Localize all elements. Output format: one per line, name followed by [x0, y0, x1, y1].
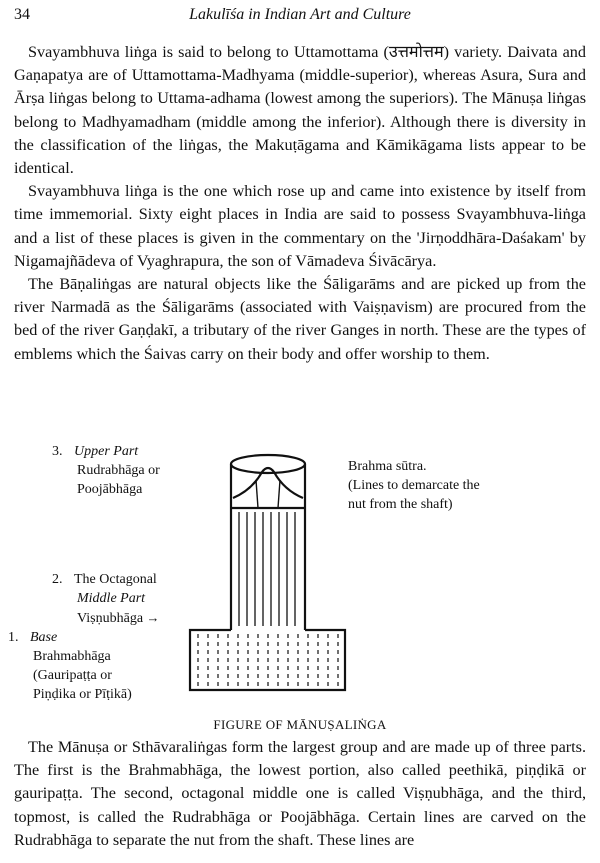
paragraph: The Bāṇaliṅgas are natural objects like the Śāligarāms and are picked up from the river Narmadā as the Śāligarāms (associated with Vaiṣṇavism) are procured from the bed of the river Gaṇḍakī, a tributary of the river Ganges in north. These are the types of emblems which the Śaivas carry on their body and offer worship to them.	[14, 275, 586, 363]
body-text-bottom	[14, 736, 586, 852]
label-upper-part: 3. Upper Part Rudrabhāga or Poojābhāga	[52, 444, 160, 497]
paragraph: The Mānuṣa or Sthāvaraliṅgas form the largest group and are made up of three parts. The first is the Brahmabhāga, the lowest portion, also called peethikā, piṇḍikā or gauripaṭṭa. The second, octagonal middle one is called Viṣṇubhāga, and the third, topmost, is called the Rudrabhāga or Poojābhāga. Certain lines are carved on the Rudrabhāga to separate the nut from the shaft. These lines are	[14, 738, 586, 849]
label-base: 1. Base Brahmabhāga (Gauripaṭṭa or Piṇḍika or Pīṭikā)	[8, 630, 132, 702]
page-number: 34	[14, 6, 30, 23]
label-brahma-sutra: Brahma sūtra. (Lines to demarcate the nut from the shaft)	[348, 459, 480, 512]
paragraph: Svayambhuva liṅga is the one which rose up and came into existence by itself from time immemorial. Sixty eight places in India are said to possess Svayambhuva-liṅga and a list of these places is given in the commentary on the 'Jirṇoddhāra-Daśakam' by Nigamajñādeva of Vyaghrapura, the son of Vāmadeva Śivācārya.	[14, 182, 586, 270]
cap-ellipse	[231, 455, 305, 473]
body-text-top	[14, 41, 586, 366]
page-header	[14, 6, 586, 30]
figure-manusalinga	[0, 420, 600, 750]
figure-caption: FIGURE OF MĀNUṢALIṄGA	[213, 717, 387, 732]
running-title: Lakulīśa in Indian Art and Culture	[189, 6, 411, 23]
paragraph: Svayambhuva liṅga is said to belong to Uttamottama (उत्तमोत्तम) variety. Daivata and Gaṇapatya are of Uttamottama-Madhyama (middle-superior), whereas Asura, Sura and Ārṣa liṅgas belong to Uttama-adhama (lowest among the superiors). The Mānuṣa liṅgas belong to Madhyamadham (middle among the inferior). Although there is diversity in the classification of the liṅgas, the Makuṭāgama and Kāmikāgama lists appear to be identical.	[14, 43, 586, 178]
label-middle-part: 2. The Octagonal Middle Part Viṣṇubhāga →	[52, 572, 160, 626]
arrow-icon: →	[146, 610, 160, 625]
